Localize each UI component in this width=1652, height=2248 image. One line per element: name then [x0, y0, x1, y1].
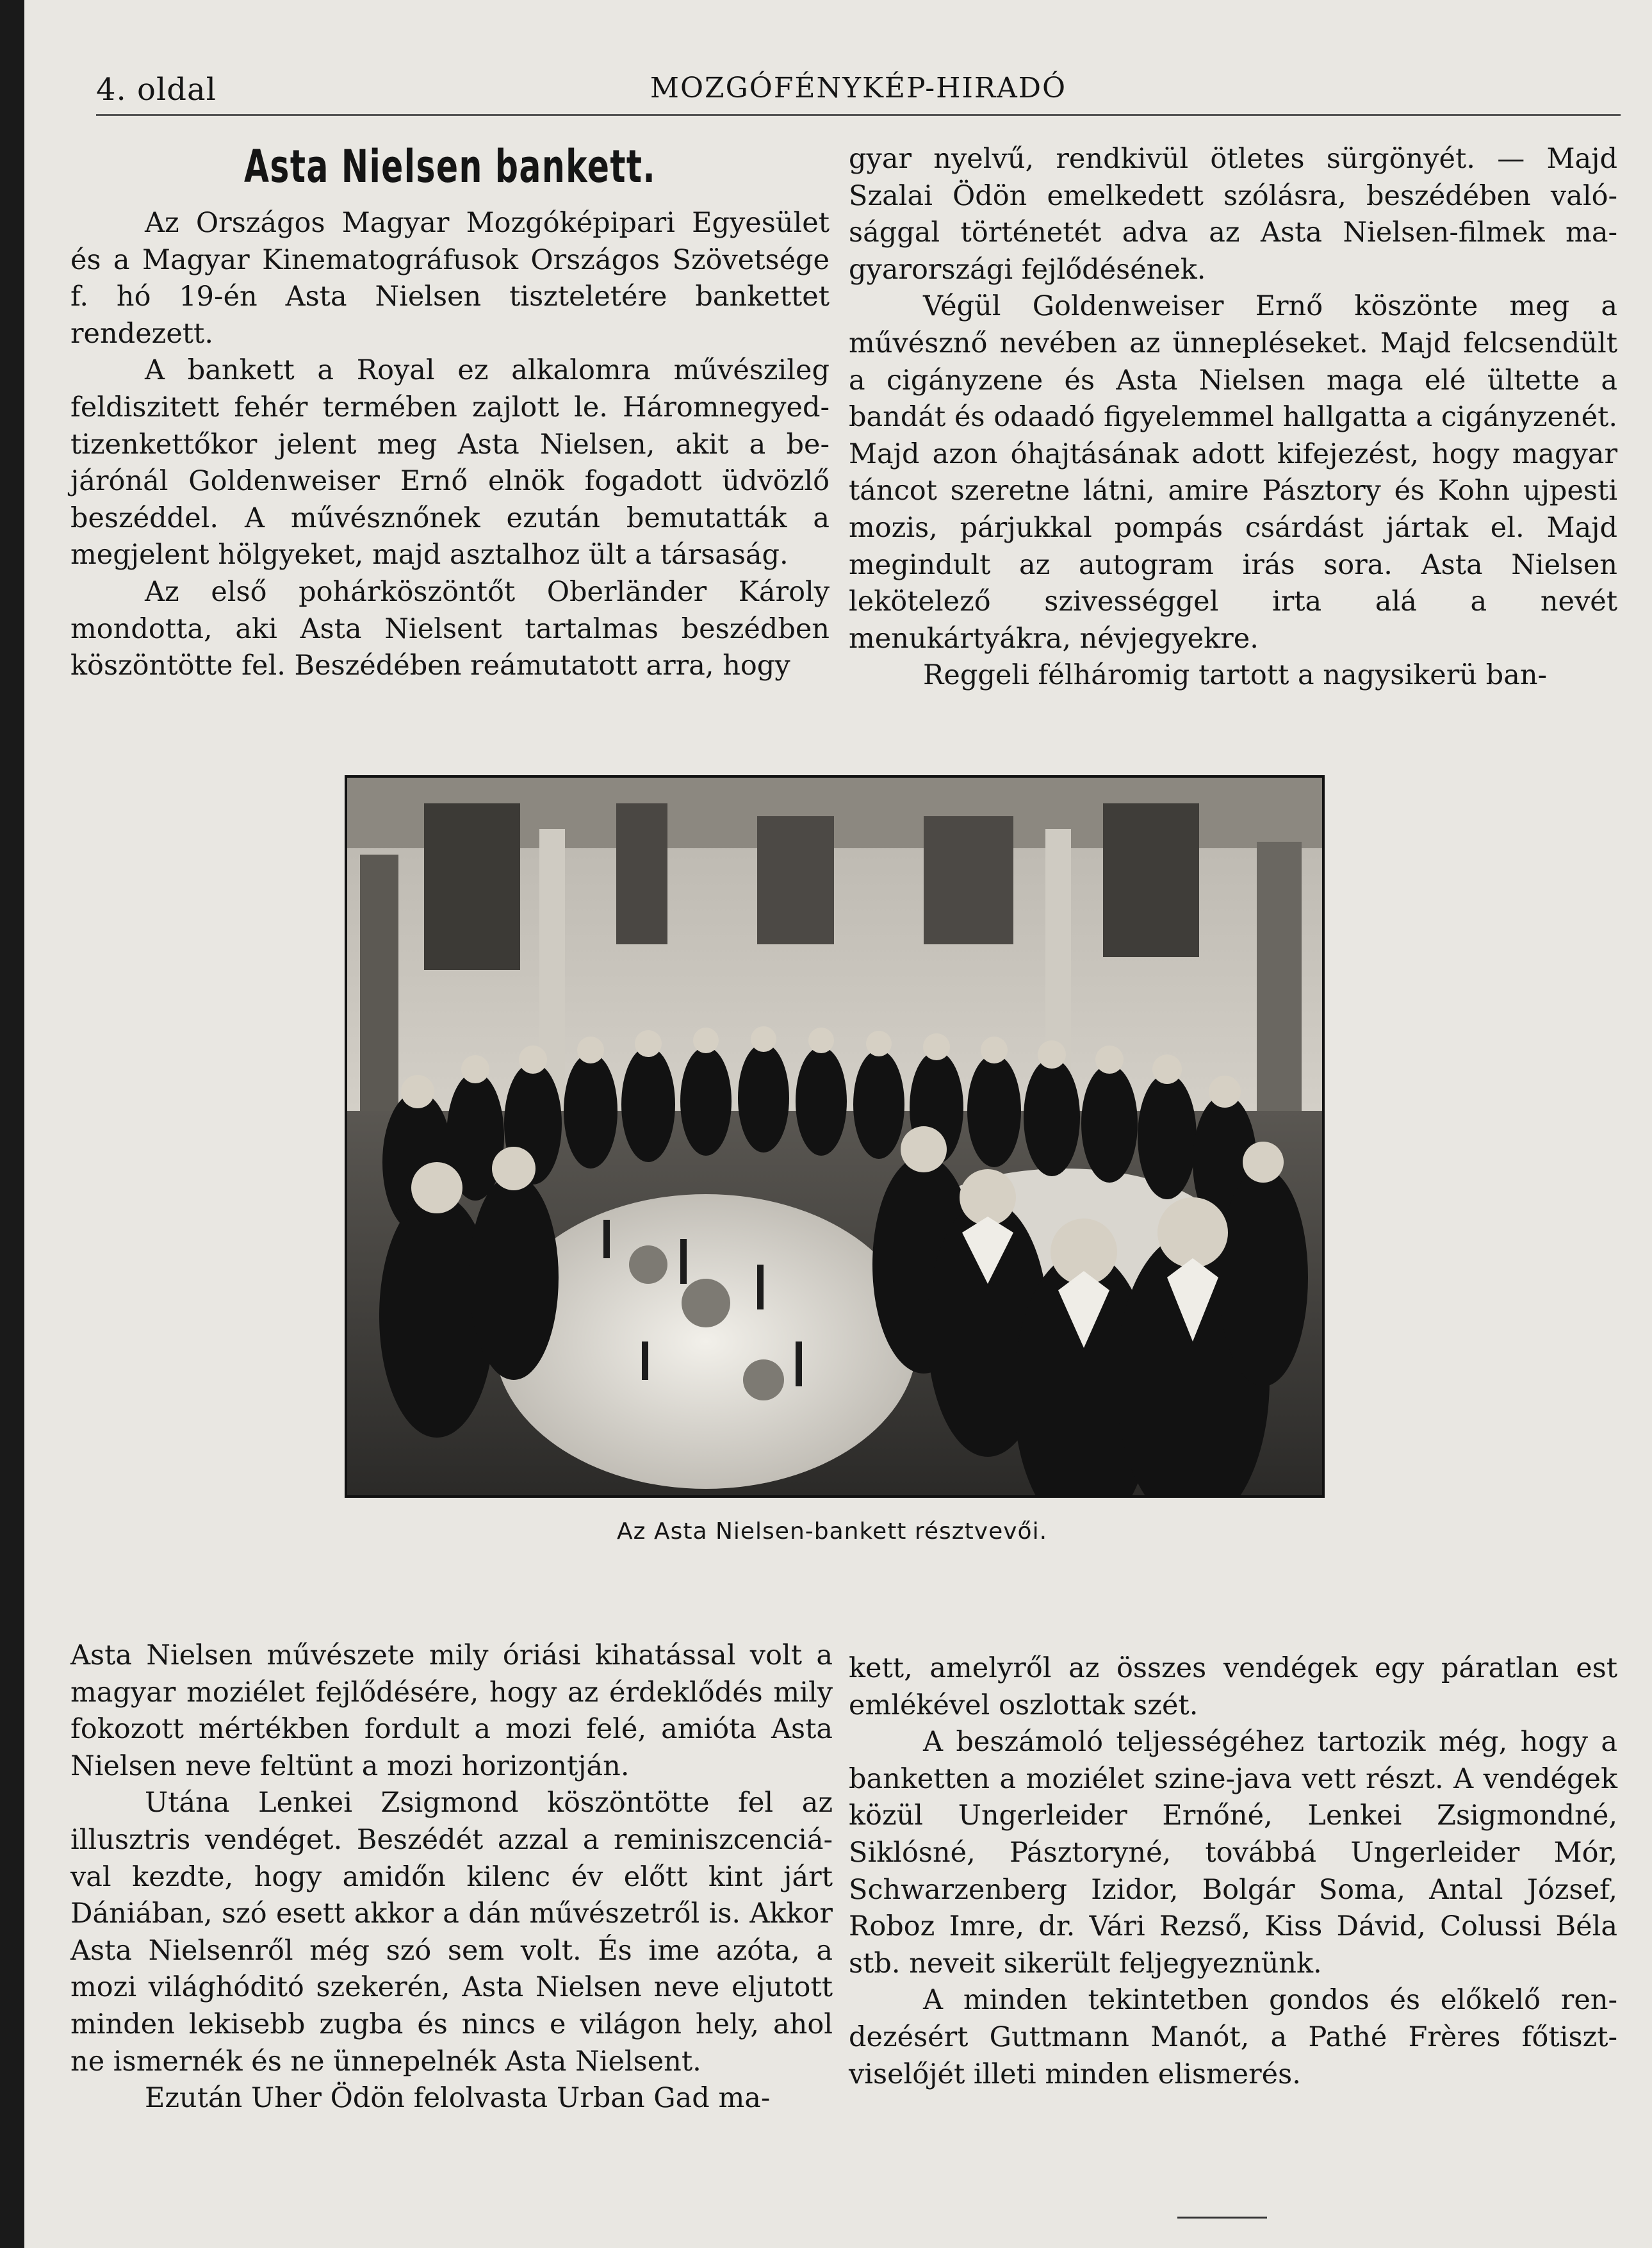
newspaper-page [24, 0, 1652, 2248]
paragraph: A bankett a Royal ez alkalomra művészileg feldiszitett fehér termében zajlott le. Háromnegyedtizenkettőkor jelent meg Asta Nielsen, akit a bejárónál Goldenweiser Ernő elnök fogadott üdvözlő beszéddel. A művésznőnek ezután bemutatták a megjelent hölgyeket, majd asztalhoz ült a társaság. [70, 354, 830, 571]
paragraph: gyar nyelvű, rendkivül ötletes sürgönyét. — Majd Szalai Ödön emelkedett szólásra, beszédében valósággal történetét adva az Asta Nielsen-filmek magyarországi fejlődésének. [849, 143, 1617, 286]
article-column-top-right [849, 141, 1617, 694]
article-headline: Asta Nielsen bankett. [243, 140, 657, 193]
banquet-photograph [345, 775, 1325, 1498]
photo-caption: Az Asta Nielsen-bankett résztvevői. [616, 1518, 1048, 1545]
paragraph: Az Országos Magyar Mozgóképipari Egyesület és a Magyar Kinematográfusok Országos Szövetsége f. hó 19-én Asta Nielsen tiszteletére bankettet rendezett. [70, 207, 830, 350]
banquet-photo-image [347, 778, 1322, 1495]
paragraph: Utána Lenkei Zsigmond köszöntötte fel az illusztris vendéget. Beszédét azzal a reminiszcenciával kezdte, hogy amidőn kilenc év előtt kint járt Dániában, szó esett akkor a dán művészetről is. Akkor Asta Nielsenről még szó sem volt. És ime azóta, a mozi világhóditó szekerén, Asta Nielsen neve eljutott minden lekisebb zugba és nincs e világon hely, ahol ne ismernék és ne ünnepelnék Asta Nielsent. [70, 1787, 833, 2078]
paragraph: Ezután Uher Ödön felolvasta Urban Gad ma- [145, 2082, 771, 2115]
page-number: 4. oldal [96, 72, 217, 108]
paragraph: A beszámoló teljességéhez tartozik még, hogy a banketten a moziélet szine-java vett részt. A vendégek közül Ungerleider Ernőné, Lenkei Zsigmondné, Siklósné, Pásztoryné, továbbá Ungerleider Mór, Schwarzenberg Izidor, Bolgár Soma, Antal József, Roboz Imre, dr. Vári Rezső, Kiss Dávid, Colussi Béla stb. neveit sikerült feljegyeznünk. [849, 1726, 1617, 1980]
article-column-bottom-left [70, 1637, 833, 2117]
paragraph: Asta Nielsen művészete mily óriási kihatással volt a magyar moziélet fejlődésére, hogy az érdeklődés mily fokozott mértékben fordult a mozi felé, amióta Asta Nielsen neve feltünt a mozi horizontján. [70, 1639, 833, 1782]
running-title: MOZGÓFÉNYKÉP-HIRADÓ [650, 72, 1067, 104]
paragraph: Végül Goldenweiser Ernő köszönte meg a művésznő nevében az ünnepléseket. Majd felcsendült a cigányzene és Asta Nielsen maga elé ültette a bandát és odaadó figyelemmel hallgatta a cigányzenét. Majd azon óhajtásának adott kifejezést, hogy magyar táncot szeretne látni, amire Pásztory és Kohn ujpesti mozis, párjukkal pompás csárdást jártak el. Majd megindult az autogram irás sora. Asta Nielsen lekötelező szivességgel irta alá a nevét menukártyákra, névjegyekre. [849, 290, 1617, 655]
article-column-bottom-right [849, 1650, 1617, 2093]
paragraph: Az első pohárköszöntőt Oberländer Károly mondotta, aki Asta Nielsent tartalmas beszédben köszöntötte fel. Beszédében reámutatott arra, hogy [70, 575, 830, 682]
page-header [96, 69, 1621, 116]
paragraph: kett, amelyről az összes vendégek egy páratlan est emlékével oszlottak szét. [849, 1652, 1617, 1721]
article-column-top-left [70, 141, 830, 685]
paragraph: A minden tekintetben gondos és előkelő rendezésért Guttmann Manót, a Pathé Frères főtisztviselőjét illeti minden elismerés. [849, 1984, 1617, 2090]
article-end-rule [1177, 2217, 1267, 2219]
paragraph: Reggeli félháromig tartott a nagysikerü ban- [923, 659, 1548, 692]
